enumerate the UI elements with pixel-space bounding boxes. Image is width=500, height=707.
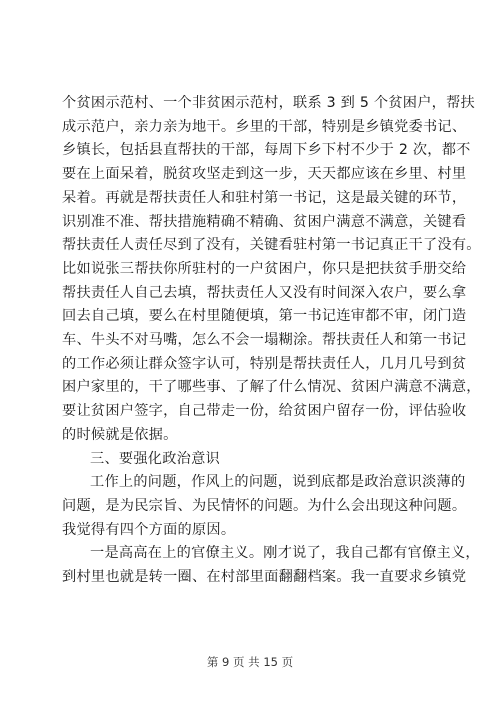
text-line: 乡镇长，包括县直帮扶的干部，每周下乡下村不少于 2 次，都不 xyxy=(62,142,471,159)
text-line: 车、牛头不对马嘴，怎么不会一塌糊涂。帮扶责任人和第一书记 xyxy=(62,332,467,349)
paragraph-1 xyxy=(62,92,481,448)
text-line: 一是高高在上的官僚主义。刚才说了，我自己都有官僚主义， xyxy=(90,545,480,562)
text-line: 困户家里的，干了哪些事、了解了什么情况、贫困户满意不满意， xyxy=(62,379,481,396)
text-line: 回去自己填，要么在村里随便填，第一书记连审都不审，闭门造 xyxy=(62,308,467,325)
text-line: 的工作必须让群众签字认可，特别是帮扶责任人，几月几号到贫 xyxy=(62,355,467,372)
paragraph-2 xyxy=(62,471,467,542)
text-line: 个贫困示范村、一个非贫困示范村，联系 3 到 5 个贫困户，帮扶 xyxy=(62,95,475,111)
section-heading: 三、要强化政治意识 xyxy=(90,450,220,467)
text-line: 成示范户，亲力亲为地干。乡里的干部，特别是乡镇党委书记、 xyxy=(62,118,467,135)
text-line: 我觉得有四个方面的原因。 xyxy=(62,521,236,538)
document-body xyxy=(62,92,481,590)
text-line: 呆着。再就是帮扶责任人和驻村第一书记，这是最关键的环节， xyxy=(62,189,467,206)
text-line: 比如说张三帮扶你所驻村的一户贫困户，你只是把扶贫手册交给 xyxy=(62,260,467,277)
text-line: 帮扶责任人自己去填，帮扶责任人又没有时间深入农户，要么拿 xyxy=(62,284,467,301)
text-line: 问题，是为民宗旨、为民情怀的问题。为什么会出现这种问题。 xyxy=(62,497,467,514)
page-footer: 第 9 页 共 15 页 xyxy=(206,655,294,669)
text-line: 的时候就是依据。 xyxy=(62,426,178,443)
text-line: 帮扶责任人责任尽到了没有，关键看驻村第一书记真正干了没有。 xyxy=(62,237,481,254)
text-line: 要在上面呆着，脱贫攻坚走到这一步，天天都应该在乡里、村里 xyxy=(62,166,467,183)
paragraph-3 xyxy=(62,542,480,589)
text-line: 工作上的问题，作风上的问题，说到底都是政治意识淡薄的 xyxy=(90,474,466,491)
text-line: 识别准不准、帮扶措施精确不精确、贫困户满意不满意，关键看 xyxy=(62,213,467,230)
text-line: 到村里也就是转一圈、在村部里面翻翻档案。我一直要求乡镇党 xyxy=(62,569,467,586)
text-line: 要让贫困户签字，自己带走一份，给贫困户留存一份，评估验收 xyxy=(62,403,467,420)
